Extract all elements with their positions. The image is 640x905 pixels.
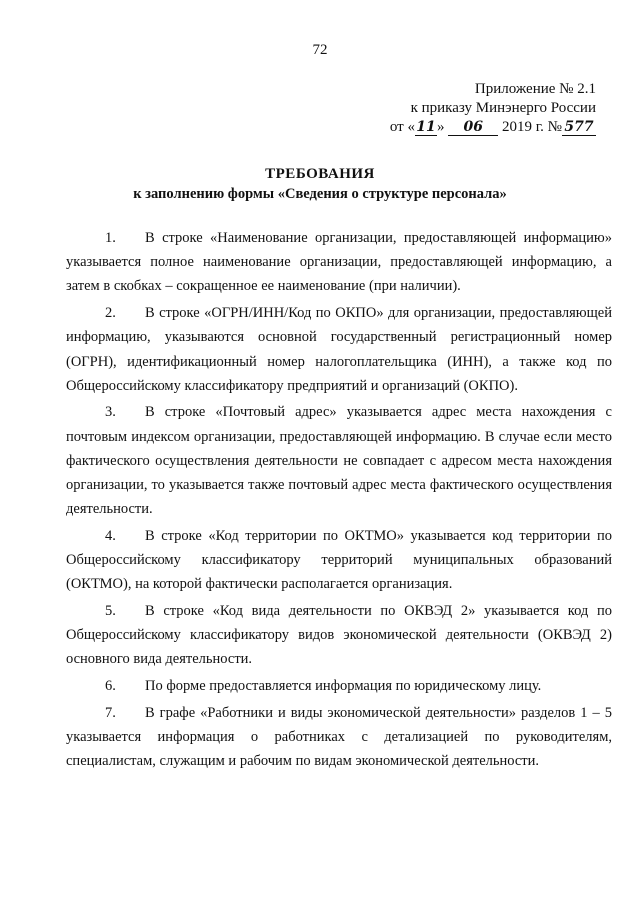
item-number: 3. xyxy=(105,404,116,421)
item-text: По форме предоставляется информация по юридическому лицу. xyxy=(145,678,542,695)
item-number: 5. xyxy=(105,603,116,620)
item-text: В строке «Почтовый адрес» указывается адрес места нахождения с почтовым индексом организации, предоставляющей информацию. В случае если место фактического осуществления деятельности не совпадает с адресом места нахождения организации, то указывается также почтовый адрес места фактического осуществления деятельности. xyxy=(66,404,612,518)
item-number: 7. xyxy=(105,704,116,721)
item-number: 6. xyxy=(105,678,116,695)
item-text: В графе «Работники и виды экономической деятельности» разделов 1 – 5 указывается информация о работниках с детализацией по руководителям, специалистам, служащим и рабочим по видам экономической деятельности. xyxy=(66,704,612,770)
item-text: В строке «Код вида деятельности по ОКВЭД 2» указывается код по Общероссийскому классификатору видов экономической деятельности (ОКВЭД 2) основного вида деятельности. xyxy=(66,603,612,668)
requirement-item xyxy=(66,400,612,521)
appendix-title: Приложение № 2.1 xyxy=(474,81,596,97)
appendix-order-ref: к приказу Минэнерго России xyxy=(410,100,596,116)
requirement-item xyxy=(66,226,612,299)
appendix-block xyxy=(390,80,596,137)
appendix-date-line xyxy=(390,118,596,137)
requirement-item xyxy=(66,701,612,774)
date-day-handwritten: 11 xyxy=(416,119,436,135)
requirement-item xyxy=(66,674,612,698)
date-month-handwritten: 06 xyxy=(448,120,498,136)
requirements-list xyxy=(66,226,612,776)
item-text: В строке «Наименование организации, предоставляющей информацию» указывается полное наименование организации, предоставляющей информацию, а затем в скобках – сокращенное ее наименование (при наличии). xyxy=(66,230,612,295)
order-number-handwritten: 577 xyxy=(562,120,596,136)
item-text: В строке «ОГРН/ИНН/Код по ОКПО» для организации, предоставляющей информацию, указываются основной государственный регистрационный номер (ОГРН), идентификационный номер налогоплательщика (ИНН), а также код по Общероссийскому классификатору предприятий и организаций (ОКПО). xyxy=(66,305,612,394)
document-title: ТРЕБОВАНИЯ xyxy=(265,166,375,182)
requirement-item xyxy=(66,301,612,398)
item-number: 2. xyxy=(105,305,116,322)
item-number: 4. xyxy=(105,527,116,544)
date-mid: » xyxy=(436,119,445,135)
document-subtitle: к заполнению формы «Сведения о структуре персонала» xyxy=(133,186,507,202)
requirement-item xyxy=(66,524,612,597)
item-number: 1. xyxy=(105,230,116,246)
requirement-item xyxy=(66,599,612,672)
date-prefix: от « xyxy=(389,119,415,135)
date-year: 2019 г. № xyxy=(501,119,562,135)
item-text: В строке «Код территории по ОКТМО» указывается код территории по Общероссийскому классификатору территорий муниципальных образований (ОКТМО), на которой фактически располагается организация. xyxy=(66,527,612,593)
page-number: 72 xyxy=(312,42,328,58)
